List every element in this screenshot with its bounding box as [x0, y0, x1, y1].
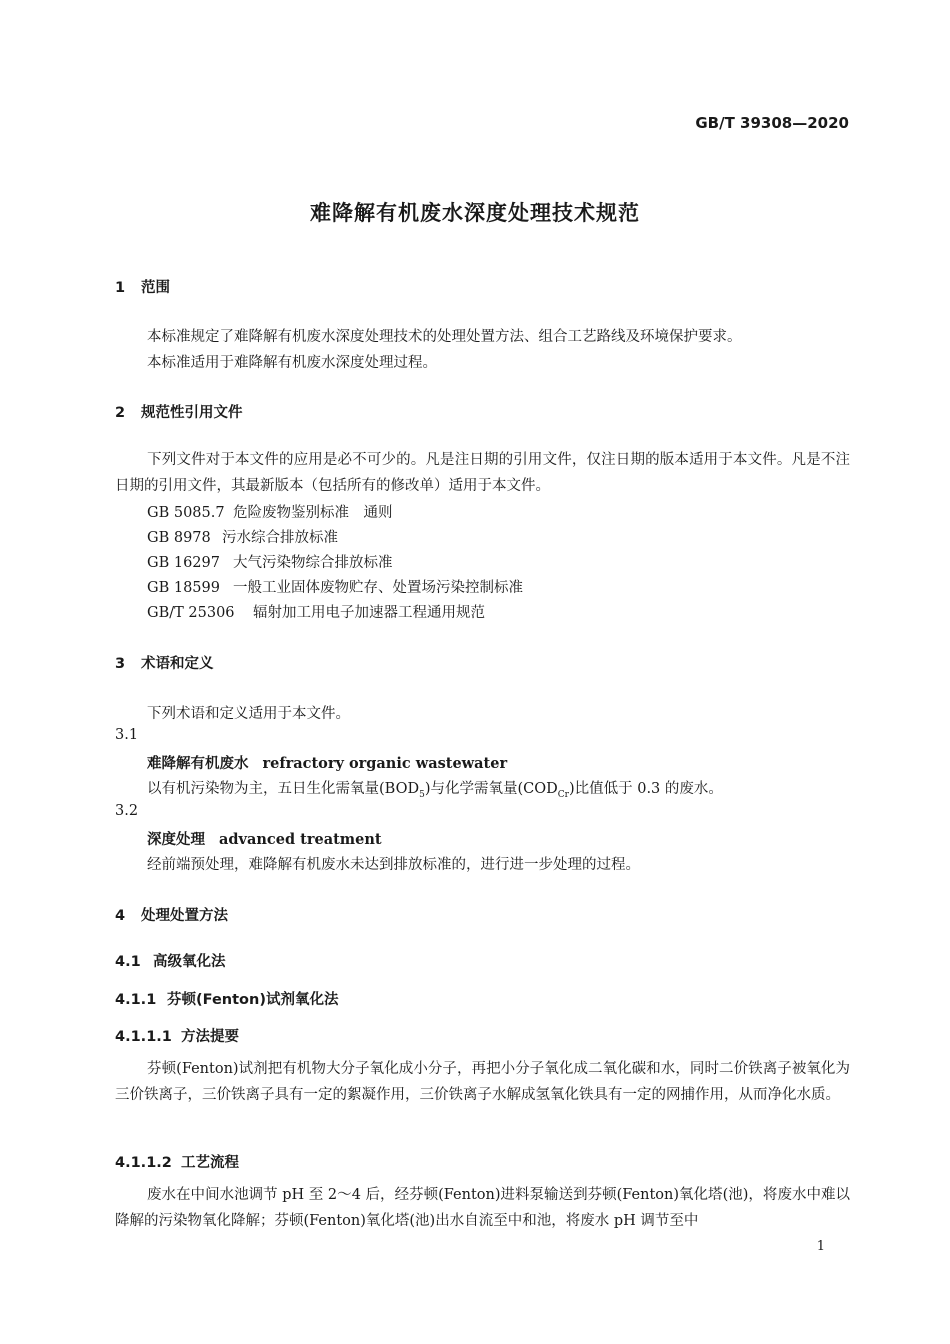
paragraph: 本标准规定了难降解有机废水深度处理技术的处理处置方法、组合工艺路线及环境保护要求。 — [147, 329, 742, 345]
reference-name: 大气污染物综合排放标准 — [233, 555, 393, 571]
paragraph: 下列术语和定义适用于本文件。 — [147, 706, 350, 722]
document-title: 难降解有机废水深度处理技术规范 — [310, 201, 640, 225]
paragraph-text: 芬顿(Fenton)试剂把有机物大分子氧化成小分子，再把小分子氧化成二氧化碳和水，同时二价铁离子被氧化为三价铁离子，三价铁离子具有一定的絮凝作用，三价铁离子水解成氢氧化铁具有一定的网捕作用，从而净化水质。 — [115, 1061, 850, 1103]
paragraph-text: 废水在中间水池调节 pH 至 2～4 后，经芬顿(Fenton)进料泵输送到芬顿(Fenton)氧化塔(池)，将废水中难以降解的污染物氧化降解；芬顿(Fenton)氧化塔(池)出水自流至中和池，将废水 pH 调节至中 — [115, 1187, 850, 1229]
reference-item — [147, 551, 393, 572]
reference-name: 辐射加工用电子加速器工程通用规范 — [253, 605, 485, 621]
section-title: 范围 — [141, 280, 170, 296]
subscript: Cr — [557, 789, 569, 800]
section-title: 方法提要 — [181, 1029, 239, 1045]
section-title: 规范性引用文件 — [141, 405, 243, 421]
paragraph — [115, 447, 850, 499]
subscript: 5 — [419, 789, 425, 800]
reference-item — [147, 526, 338, 547]
definition-text: 以有机污染物为主，五日生化需氧量(BOD — [147, 781, 420, 797]
reference-name: 污水综合排放标准 — [222, 530, 338, 546]
reference-code: GB 16297 — [147, 555, 220, 571]
reference-name: 危险废物鉴别标准 通则 — [233, 505, 393, 521]
section-3-heading — [115, 652, 214, 673]
subsection-4-1-1-2-heading — [115, 1151, 239, 1172]
term-heading — [147, 828, 382, 849]
definition-text: )与化学需氧量(COD — [424, 781, 558, 797]
term-english: refractory organic wastewater — [262, 755, 508, 772]
section-2-heading — [115, 401, 243, 422]
section-number: 4.1.1.1 — [115, 1029, 172, 1045]
page-number: 1 — [816, 1239, 825, 1254]
section-number: 4 — [115, 908, 126, 924]
paragraph — [115, 1056, 850, 1108]
paragraph-text: 下列文件对于本文件的应用是必不可少的。凡是注日期的引用文件，仅注日期的版本适用于本文件。凡是不注日期的引用文件，其最新版本（包括所有的修改单）适用于本文件。 — [115, 452, 850, 494]
section-title: 处理处置方法 — [141, 908, 228, 924]
term-chinese: 难降解有机废水 — [147, 756, 249, 772]
section-title: 芬顿(Fenton)试剂氧化法 — [167, 992, 339, 1008]
section-number: 2 — [115, 405, 126, 421]
section-title: 高级氧化法 — [153, 954, 226, 970]
paragraph: 本标准适用于难降解有机废水深度处理过程。 — [147, 355, 437, 371]
reference-item — [147, 501, 393, 522]
term-definition: 经前端预处理，难降解有机废水未达到排放标准的，进行进一步处理的过程。 — [147, 857, 640, 873]
section-number: 4.1.1.2 — [115, 1155, 172, 1171]
term-english: advanced treatment — [219, 831, 382, 848]
reference-code: GB/T 25306 — [147, 605, 235, 621]
reference-code: GB 8978 — [147, 530, 211, 546]
reference-name: 一般工业固体废物贮存、处置场污染控制标准 — [233, 580, 523, 596]
paragraph — [115, 1182, 850, 1234]
section-number: 4.1 — [115, 954, 141, 970]
subsection-4-1-heading — [115, 950, 226, 971]
section-number: 1 — [115, 280, 126, 296]
term-chinese: 深度处理 — [147, 832, 205, 848]
section-number: 4.1.1 — [115, 992, 157, 1008]
subsection-4-1-1-heading — [115, 988, 338, 1009]
term-number: 3.2 — [115, 803, 139, 819]
term-heading — [147, 752, 507, 773]
reference-code: GB 18599 — [147, 580, 220, 596]
standard-number: GB/T 39308—2020 — [695, 114, 849, 132]
reference-item — [147, 601, 485, 622]
section-title: 术语和定义 — [141, 656, 214, 672]
subsection-4-1-1-1-heading — [115, 1025, 239, 1046]
term-definition — [147, 777, 723, 800]
section-title: 工艺流程 — [181, 1155, 239, 1171]
section-4-heading — [115, 904, 228, 925]
section-number: 3 — [115, 656, 126, 672]
section-1-heading — [115, 276, 170, 297]
term-number: 3.1 — [115, 727, 139, 743]
reference-code: GB 5085.7 — [147, 505, 225, 521]
reference-item — [147, 576, 523, 597]
definition-text: )比值低于 0.3 的废水。 — [568, 781, 723, 797]
